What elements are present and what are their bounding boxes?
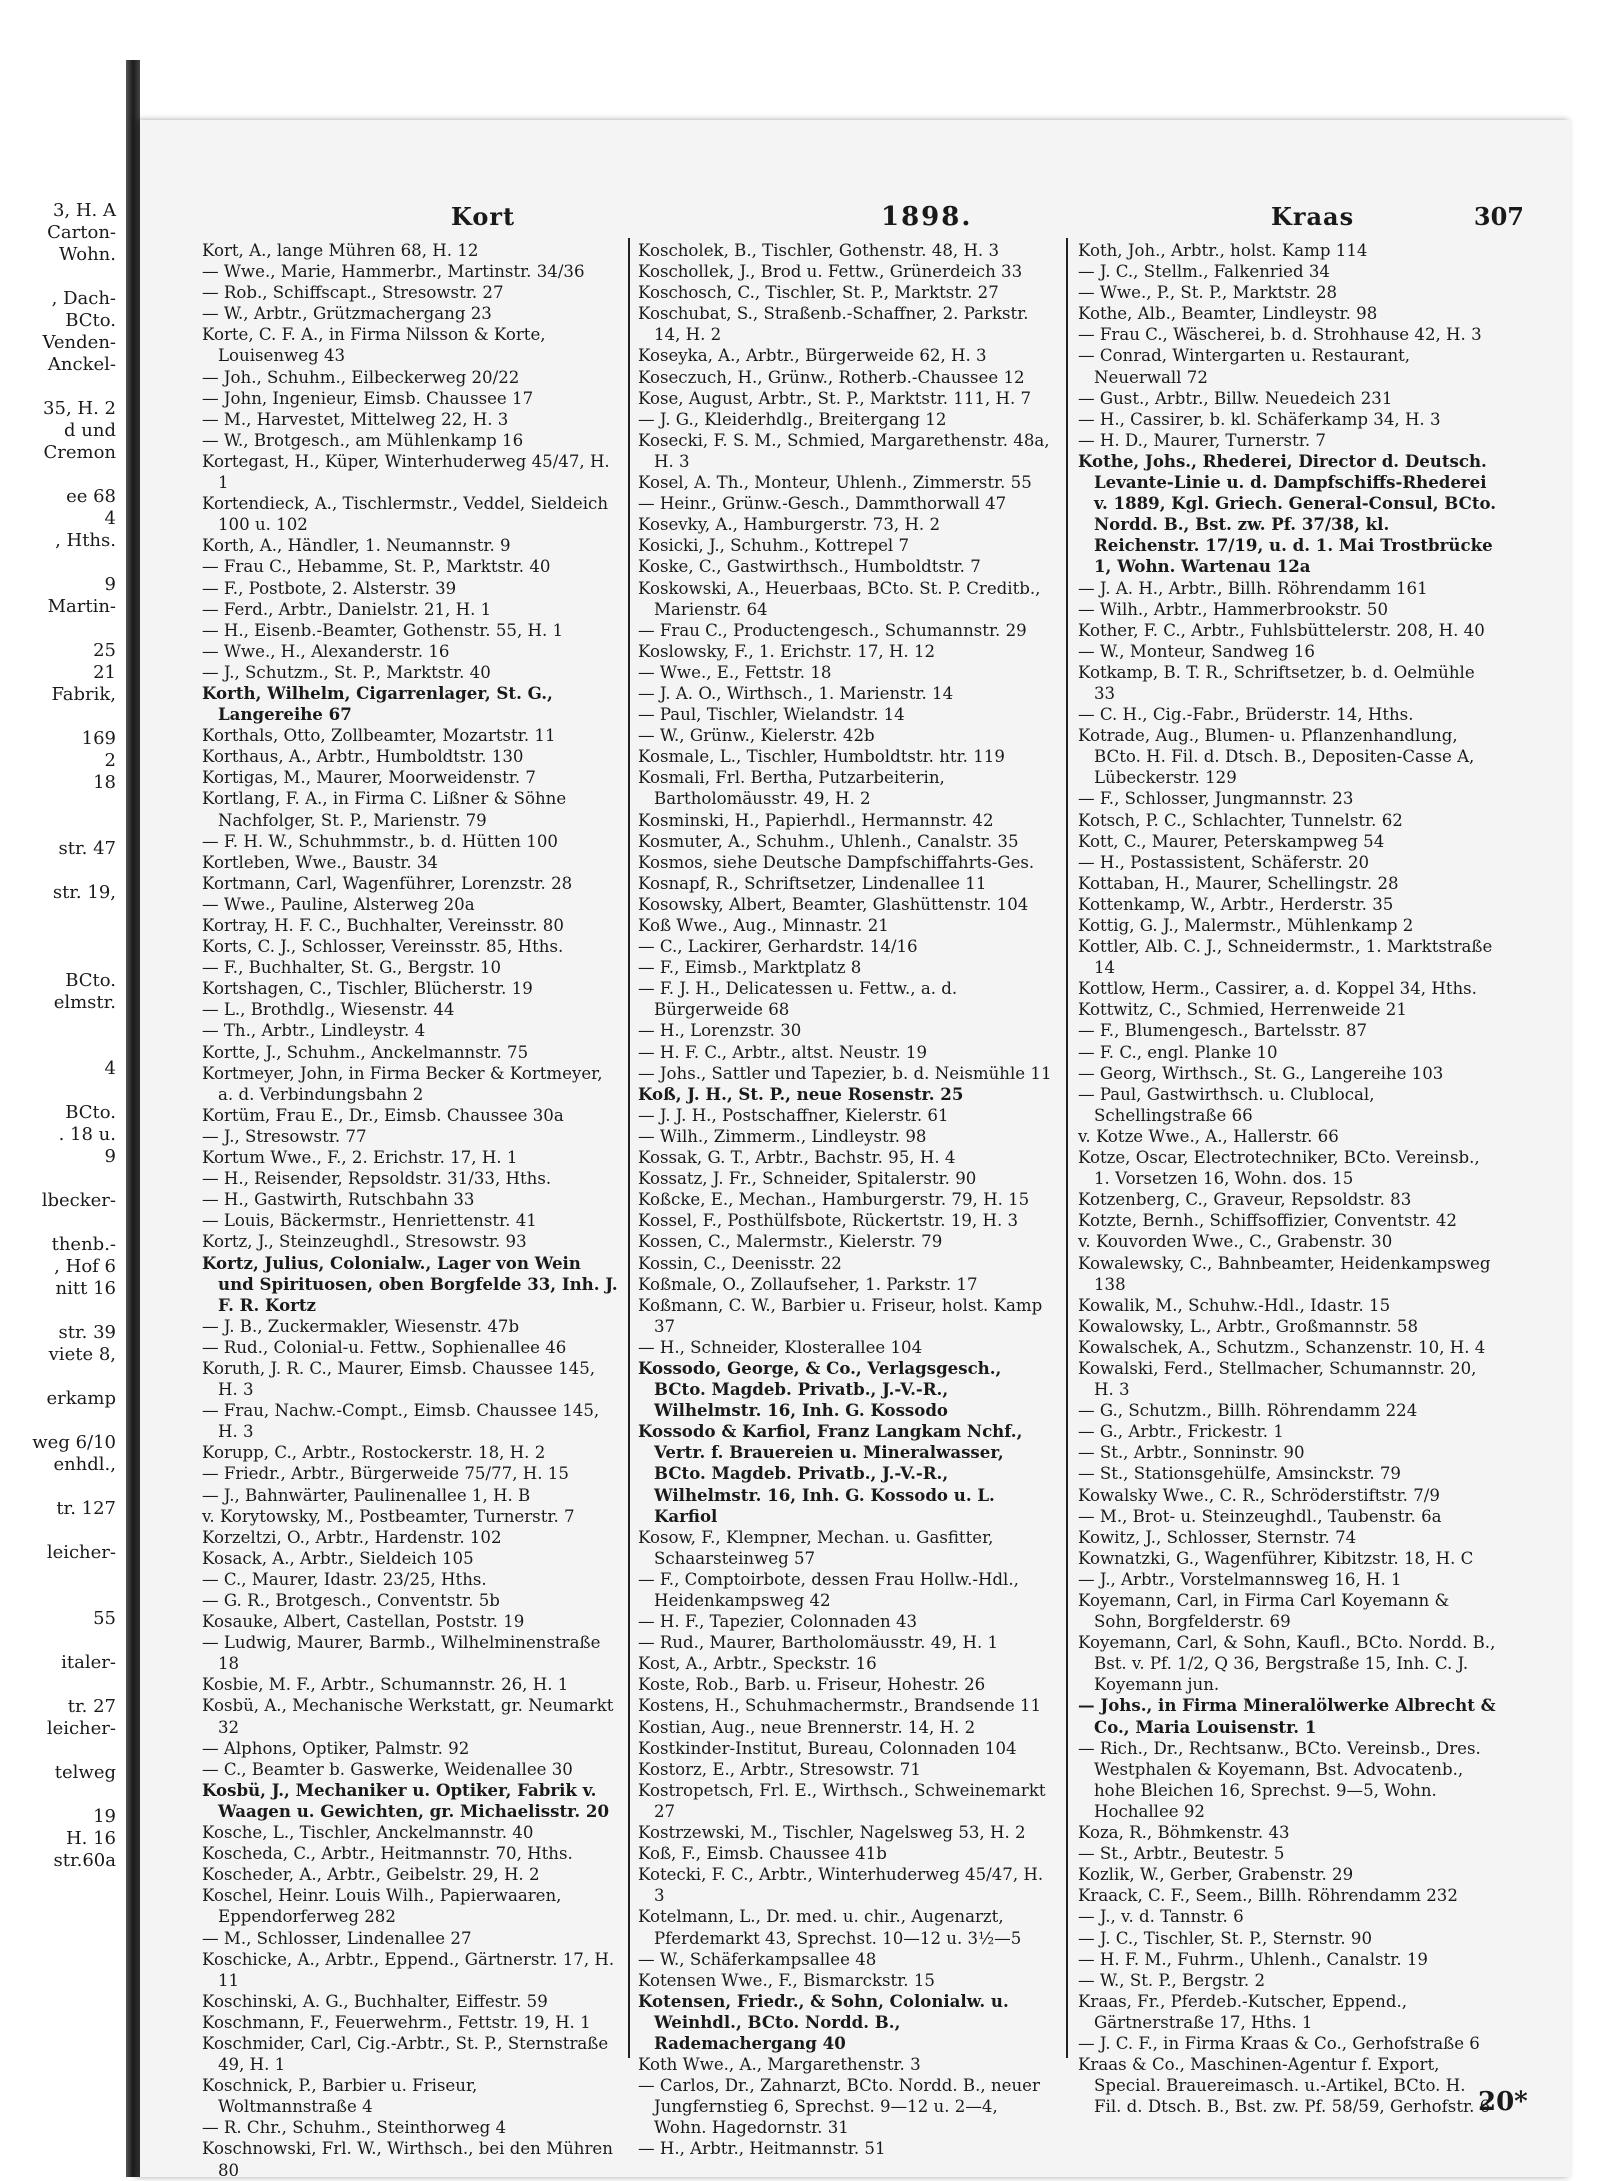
column-rule <box>628 238 630 2058</box>
directory-entry: Koschmider, Carl, Cig.-Arbtr., St. P., Sternstraße 49, H. 1 <box>202 2033 609 2075</box>
previous-page-text-fragment: italer- <box>61 1652 116 1673</box>
directory-entry: Korupp, C., Arbtr., Rostockerstr. 18, H. 2 <box>202 1443 546 1463</box>
directory-entry: Koscheder, A., Arbtr., Geibelstr. 29, H. 2 <box>202 1865 540 1885</box>
directory-entry: — C. H., Cig.-Fabr., Brüderstr. 14, Hths. <box>1078 705 1414 725</box>
directory-entry: — M., Brot- u. Steinzeughdl., Taubenstr. 6a <box>1078 1506 1442 1526</box>
directory-entry: Kowalschek, A., Schutzm., Schanzenstr. 10, H. 4 <box>1078 1337 1486 1357</box>
column-1 <box>202 240 618 2180</box>
header-first-entry: Kort <box>451 202 516 231</box>
directory-entry: Kortmann, Carl, Wagenführer, Lorenzstr. 28 <box>202 873 573 893</box>
directory-entry: Kosmuter, A., Schuhm., Uhlenh., Canalstr. 35 <box>638 831 1019 851</box>
directory-entry: Kosack, A., Arbtr., Sieldeich 105 <box>202 1548 474 1568</box>
directory-entry: — W., St. P., Bergstr. 2 <box>1078 1970 1266 1990</box>
directory-entry: — H. F., Tapezier, Colonnaden 43 <box>638 1612 918 1632</box>
previous-page-text-fragment: 21 <box>93 662 116 683</box>
directory-entry: — W., Schäferkampsallee 48 <box>638 1949 877 1969</box>
directory-entry: Kothe, Alb., Beamter, Lindleystr. 98 <box>1078 304 1378 324</box>
directory-entry: Kosminski, H., Papierhdl., Hermannstr. 42 <box>638 810 994 830</box>
directory-entry: — Wilh., Zimmerm., Lindleystr. 98 <box>638 1126 927 1146</box>
previous-page-text-fragment: erkamp <box>46 1388 116 1409</box>
directory-entry: — J., v. d. Tannstr. 6 <box>1078 1907 1244 1927</box>
directory-entry: — M., Schlosser, Lindenallee 27 <box>202 1928 472 1948</box>
directory-entry: — St., Arbtr., Sonninstr. 90 <box>1078 1443 1305 1463</box>
previous-page-text-fragment: thenb.- <box>51 1234 116 1255</box>
directory-entry: Koßcke, E., Mechan., Hamburgerstr. 79, H. 15 <box>638 1190 1030 1210</box>
directory-entry: Kozlik, W., Gerber, Grabenstr. 29 <box>1078 1865 1354 1885</box>
directory-entry: — F. H. W., Schuhmmstr., b. d. Hütten 100 <box>202 831 558 851</box>
directory-entry: Kostens, H., Schuhmachermstr., Brandsende 11 <box>638 1696 1042 1716</box>
previous-page-text-fragment: Wohn. <box>58 244 116 265</box>
directory-entry: Kottwitz, C., Schmied, Herrenweide 21 <box>1078 1000 1407 1020</box>
directory-entry: — W., Arbtr., Grützmachergang 23 <box>202 304 492 324</box>
directory-entry: — Friedr., Arbtr., Bürgerweide 75/77, H. 15 <box>202 1464 569 1484</box>
directory-entry: Kott, C., Maurer, Peterskampweg 54 <box>1078 831 1385 851</box>
previous-page-text-fragment: tr. 127 <box>56 1498 116 1519</box>
directory-entry: — R. Chr., Schuhm., Steinthorweg 4 <box>202 2118 507 2138</box>
directory-entry: — J., Stresowstr. 77 <box>202 1126 367 1146</box>
directory-entry: — Paul, Gastwirthsch. u. Clublocal, Schellingstraße 66 <box>1078 1084 1375 1125</box>
directory-entry: Kowalsky Wwe., C. R., Schröderstiftstr. 7/9 <box>1078 1485 1440 1505</box>
directory-entry: Kowalowsky, L., Arbtr., Großmannstr. 58 <box>1078 1316 1419 1336</box>
directory-entry: — Wwe., Marie, Hammerbr., Martinstr. 34/36 <box>202 262 585 282</box>
directory-entry: — F., Blumengesch., Bartelsstr. 87 <box>1078 1021 1368 1041</box>
previous-page-text-fragment: 9 <box>104 1146 116 1167</box>
column-2 <box>638 240 1054 2159</box>
previous-page-text-fragment: H. 16 <box>65 1828 116 1849</box>
previous-page-text-fragment: Venden- <box>42 332 116 353</box>
directory-entry: — H., Arbtr., Heitmannstr. 51 <box>638 2139 886 2159</box>
directory-entry: Koth, Joh., Arbtr., holst. Kamp 114 <box>1078 241 1368 260</box>
directory-entry: Kothe, Johs., Rhederei, Director d. Deutsch. Levante-Linie u. d. Dampfschiffs-Rhederei v. 1889, Kgl. Griech. General-Consul, BCto. Nordd. B., Bst. zw. Pf. 37/38, kl. Reichenstr. 17/19, u. d. 1. Mai Trostbrücke 1, Wohn. Wartenau 12a <box>1078 450 1497 577</box>
directory-entry: Kostrzewski, M., Tischler, Nagelsweg 53, H. 2 <box>638 1823 1026 1843</box>
directory-entry: — Gust., Arbtr., Billw. Neuedeich 231 <box>1078 388 1393 408</box>
previous-page-text-fragment: 55 <box>93 1608 116 1629</box>
directory-entry: Kotkamp, B. T. R., Schriftsetzer, b. d. Oelmühle 33 <box>1078 662 1475 703</box>
directory-entry: Kotrade, Aug., Blumen- u. Pflanzenhandlung, BCto. H. Fil. d. Dtsch. B., Depositen-Casse A, Lübeckerstr. 129 <box>1078 726 1475 788</box>
previous-page-text-fragment: Cremon <box>43 442 116 463</box>
directory-entry: Koschosch, C., Tischler, St. P., Marktstr. 27 <box>638 283 999 303</box>
directory-entry: — G. R., Brotgesch., Conventstr. 5b <box>202 1591 500 1610</box>
directory-entry: Koyemann, Carl, in Firma Carl Koyemann & Sohn, Borgfelderstr. 69 <box>1078 1591 1450 1632</box>
directory-entry: Kotecki, F. C., Arbtr., Winterhuderweg 45/47, H. 3 <box>638 1865 1044 1906</box>
directory-entry: Kosmali, Frl. Bertha, Putzarbeiterin, Bartholomäusstr. 49, H. 2 <box>638 768 945 809</box>
directory-entry: Kosbü, J., Mechaniker u. Optiker, Fabrik v. Waagen u. Gewichten, gr. Michaelisstr. 20 <box>202 1779 609 1821</box>
directory-entry: Kortegast, H., Küper, Winterhuderweg 45/47, H. 1 <box>202 451 610 493</box>
directory-entry: — Rich., Dr., Rechtsanw., BCto. Vereinsb., Dres. Westphalen & Koyemann, Bst. Advocatenb., hohe Bleichen 16, Sprechst. 9—5, Wohn. Hochallee 92 <box>1078 1738 1481 1821</box>
directory-entry: Koschicke, A., Arbtr., Eppend., Gärtnerstr. 17, H. 11 <box>202 1949 615 1990</box>
directory-entry: Kostropetsch, Frl. E., Wirthsch., Schweinemarkt 27 <box>638 1780 1046 1821</box>
directory-entry: Kortendieck, A., Tischlermstr., Veddel, Sieldeich 100 u. 102 <box>202 494 609 535</box>
directory-entry: Korzeltzi, O., Arbtr., Hardenstr. 102 <box>202 1527 502 1547</box>
directory-entry: — F. C., engl. Planke 10 <box>1078 1042 1278 1062</box>
directory-entry: Kotze, Oscar, Electrotechniker, BCto. Vereinsb., 1. Vorsetzen 16, Wohn. dos. 15 <box>1078 1148 1480 1189</box>
directory-entry: — F. J. H., Delicatessen u. Fettw., a. d. Bürgerweide 68 <box>638 979 958 1020</box>
previous-page-text-fragment: 4 <box>104 1058 116 1079</box>
directory-entry: Kortigas, M., Maurer, Moorweidenstr. 7 <box>202 768 536 788</box>
directory-entry: — H., Cassirer, b. kl. Schäferkamp 34, H. 3 <box>1078 409 1441 429</box>
directory-entry: Kownatzki, G., Wagenführer, Kibitzstr. 18, H. C <box>1078 1548 1474 1568</box>
directory-entry: — C., Maurer, Idastr. 23/25, Hths. <box>202 1569 487 1589</box>
directory-entry: Kotensen, Friedr., & Sohn, Colonialw. u. Weinhdl., BCto. Nordd. B., Rademachergang 40 <box>638 1990 1009 2053</box>
directory-entry: — G., Schutzm., Billh. Röhrendamm 224 <box>1078 1401 1418 1421</box>
directory-entry: Kotsch, P. C., Schlachter, Tunnelstr. 62 <box>1078 810 1403 830</box>
running-header <box>206 202 1524 242</box>
directory-entry: Kosmos, siehe Deutsche Dampfschiffahrts-Ges. <box>638 852 1035 872</box>
directory-entry: Kostkinder-Institut, Bureau, Colonnaden 104 <box>638 1738 1017 1758</box>
directory-entry: Kortshagen, C., Tischler, Blücherstr. 19 <box>202 979 533 999</box>
directory-entry: Koschmann, F., Feuerwehrm., Fettstr. 19, H. 1 <box>202 2012 591 2032</box>
directory-entry: — J. C., Tischler, St. P., Sternstr. 90 <box>1078 1928 1373 1948</box>
directory-entry: Kottenkamp, W., Arbtr., Herderstr. 35 <box>1078 894 1394 914</box>
directory-entry: — Frau C., Wäscherei, b. d. Strohhause 42, H. 3 <box>1078 325 1482 345</box>
directory-entry: Kosauke, Albert, Castellan, Poststr. 19 <box>202 1612 525 1632</box>
directory-entry: Kortum Wwe., F., 2. Erichstr. 17, H. 1 <box>202 1148 518 1168</box>
directory-entry: Korth, A., Händler, 1. Neumannstr. 9 <box>202 536 511 556</box>
directory-entry: Koßmale, O., Zollaufseher, 1. Parkstr. 17 <box>638 1274 978 1294</box>
directory-entry: Kossin, C., Deenisstr. 22 <box>638 1253 842 1273</box>
directory-entry: — J. G., Kleiderhdlg., Breitergang 12 <box>638 409 947 429</box>
previous-page-text-fragment: telweg <box>54 1762 116 1783</box>
signature-mark: 20* <box>1478 2087 1528 2117</box>
directory-entry: Kossodo & Karfiol, Franz Langkam Nchf., Vertr. f. Brauereien u. Mineralwasser, BCto. Magdeb. Privatb., J.-V.-R., Wilhelmstr. 16, Inh. G. Kossodo u. L. Karfiol <box>638 1421 1023 1526</box>
directory-entry: Koslowsky, F., 1. Erichstr. 17, H. 12 <box>638 641 936 661</box>
directory-entry: v. Kotze Wwe., A., Hallerstr. 66 <box>1078 1126 1339 1146</box>
directory-entry: — W., Brotgesch., am Mühlenkamp 16 <box>202 430 524 450</box>
previous-page-text-fragment: 35, H. 2 <box>43 398 116 419</box>
previous-page-text-fragment: 25 <box>93 640 116 661</box>
directory-entry: — Rob., Schiffscapt., Stresowstr. 27 <box>202 283 504 303</box>
directory-entry: Kowalski, Ferd., Stellmacher, Schumannstr. 20, H. 3 <box>1078 1358 1477 1400</box>
directory-entry: — St., Arbtr., Beutestr. 5 <box>1078 1844 1285 1864</box>
previous-page-text-fragment: Fabrik, <box>51 684 116 705</box>
directory-entry: — Wwe., E., Fettstr. 18 <box>638 662 832 682</box>
directory-entry: Kosnapf, R., Schriftsetzer, Lindenallee 11 <box>638 873 987 893</box>
directory-entry: Koske, C., Gastwirthsch., Humboldtstr. 7 <box>638 557 981 577</box>
directory-entry: Kosowsky, Albert, Beamter, Glashüttenstr. 104 <box>638 894 1029 914</box>
directory-entry: Koschnowski, Frl. W., Wirthsch., bei den Mühren 80 <box>202 2139 613 2180</box>
previous-page-text-fragment: 19 <box>93 1806 116 1827</box>
directory-entry: Kort, A., lange Mühren 68, H. 12 <box>202 241 479 260</box>
directory-entry: — H., Reisender, Repsoldstr. 31/33, Hths. <box>202 1169 552 1189</box>
directory-entry: Kortz, J., Steinzeughdl., Stresowstr. 93 <box>202 1232 527 1252</box>
directory-entry: — Rud., Colonial-u. Fettw., Sophienallee 46 <box>202 1337 567 1357</box>
directory-entry: — F., Schlosser, Jungmannstr. 23 <box>1078 789 1354 809</box>
directory-entry: Kother, F. C., Arbtr., Fuhlsbüttelerstr. 208, H. 40 <box>1078 620 1485 640</box>
directory-entry: Koschnick, P., Barbier u. Friseur, Woltmannstraße 4 <box>202 2076 478 2117</box>
directory-entry: Kortray, H. F. C., Buchhalter, Vereinsstr. 80 <box>202 916 564 935</box>
directory-entry: Koth Wwe., A., Margarethenstr. 3 <box>638 2055 921 2075</box>
previous-page-text-fragment: 169 <box>81 728 116 749</box>
directory-entry: Kosmale, L., Tischler, Humboldtstr. htr. 119 <box>638 747 1005 767</box>
previous-page-text-fragment: 4 <box>104 508 116 529</box>
directory-entry: — Wwe., H., Alexanderstr. 16 <box>202 641 450 661</box>
previous-page-fragments <box>0 200 126 2177</box>
previous-page-text-fragment: str. 19, <box>52 882 116 903</box>
directory-entry: Kosbie, M. F., Arbtr., Schumannstr. 26, H. 1 <box>202 1675 569 1695</box>
directory-entry: Kosevky, A., Hamburgerstr. 73, H. 2 <box>638 515 941 535</box>
directory-entry: Kortte, J., Schuhm., Anckelmannstr. 75 <box>202 1042 529 1062</box>
previous-page-text-fragment: tr. 27 <box>67 1696 116 1717</box>
page-number: 307 <box>1473 202 1524 231</box>
previous-page-text-fragment: elmstr. <box>53 992 116 1013</box>
directory-entry: Kottig, G. J., Malermstr., Mühlenkamp 2 <box>1078 916 1414 935</box>
directory-entry: Kossodo, George, & Co., Verlagsgesch., BCto. Magdeb. Privatb., J.-V.-R., Wilhelmstr. 16, Inh. G. Kossodo <box>638 1357 1002 1421</box>
directory-entry: — Joh., Schuhm., Eilbeckerweg 20/22 <box>202 367 520 387</box>
directory-entry: — J. A. O., Wirthsch., 1. Marienstr. 14 <box>638 683 954 703</box>
directory-entry: Kostorz, E., Arbtr., Stresowstr. 71 <box>638 1759 921 1779</box>
directory-entry: Kortüm, Frau E., Dr., Eimsb. Chaussee 30a <box>202 1105 564 1125</box>
previous-page-text-fragment: weg 6/10 <box>32 1432 116 1453</box>
directory-entry: Koschollek, J., Brod u. Fettw., Grünerdeich 33 <box>638 262 1023 282</box>
directory-entry: — Wilh., Arbtr., Hammerbrookstr. 50 <box>1078 599 1389 619</box>
previous-page-text-fragment: nitt 16 <box>55 1278 116 1299</box>
directory-entry: Kosel, A. Th., Monteur, Uhlenh., Zimmerstr. 55 <box>638 473 1032 493</box>
directory-entry: — Johs., Sattler und Tapezier, b. d. Neismühle 11 <box>638 1063 1052 1083</box>
directory-entry: — Frau C., Hebamme, St. P., Marktstr. 40 <box>202 557 551 577</box>
directory-entry: — G., Arbtr., Frickestr. 1 <box>1078 1422 1284 1442</box>
directory-entry: — Ludwig, Maurer, Barmb., Wilhelminenstraße 18 <box>202 1633 601 1674</box>
previous-page-text-fragment: leicher- <box>46 1718 116 1739</box>
directory-entry: — Paul, Tischler, Wielandstr. 14 <box>638 705 905 725</box>
previous-page-edge <box>0 0 132 2177</box>
directory-entry: — W., Grünw., Kielerstr. 42b <box>638 726 875 746</box>
previous-page-text-fragment: 9 <box>104 574 116 595</box>
previous-page-text-fragment: BCto. <box>65 1102 116 1123</box>
directory-entry: Koß, F., Eimsb. Chaussee 41b <box>638 1844 887 1864</box>
previous-page-text-fragment: ee 68 <box>66 486 116 507</box>
directory-entry: — F., Buchhalter, St. G., Bergstr. 10 <box>202 958 502 978</box>
column-rule <box>1066 238 1068 2058</box>
previous-page-text-fragment: enhdl., <box>53 1454 116 1475</box>
directory-entry: Kraack, C. F., Seem., Billh. Röhrendamm 232 <box>1078 1886 1458 1906</box>
header-last-entry: Kraas <box>1271 202 1355 231</box>
directory-entry: Kostian, Aug., neue Brennerstr. 14, H. 2 <box>638 1717 976 1737</box>
previous-page-text-fragment: viete 8, <box>48 1344 116 1365</box>
directory-entry: Korts, C. J., Schlosser, Vereinsstr. 85, Hths. <box>202 937 564 957</box>
directory-entry: Kraas, Fr., Pferdeb.-Kutscher, Eppend., Gärtnerstraße 17, Hths. 1 <box>1078 1991 1408 2032</box>
previous-page-text-fragment: str. 39 <box>58 1322 116 1343</box>
directory-entry: — C., Lackirer, Gerhardstr. 14/16 <box>638 937 918 957</box>
directory-entry: — J. J. H., Postschaffner, Kielerstr. 61 <box>638 1105 949 1125</box>
directory-entry: — Th., Arbtr., Lindleystr. 4 <box>202 1021 426 1041</box>
directory-entry: — F., Comptoirbote, dessen Frau Hollw.-Hdl., Heidenkampsweg 42 <box>638 1569 1019 1610</box>
directory-entry: — M., Harvestet, Mittelweg 22, H. 3 <box>202 409 509 429</box>
previous-page-text-fragment: , Dach- <box>51 288 116 309</box>
directory-entry: — Wwe., Pauline, Alsterweg 20a <box>202 894 475 914</box>
directory-entry: Kost, A., Arbtr., Speckstr. 16 <box>638 1654 877 1674</box>
directory-entry: Kosicki, J., Schuhm., Kottrepel 7 <box>638 536 910 556</box>
book-gutter <box>126 60 140 2177</box>
directory-entry: — W., Monteur, Sandweg 16 <box>1078 641 1315 661</box>
directory-entry: Koruth, J. R. C., Maurer, Eimsb. Chaussee 145, H. 3 <box>202 1358 596 1400</box>
directory-entry: — Carlos, Dr., Zahnarzt, BCto. Nordd. B., neuer Jungfernstieg 6, Sprechst. 9—12 u. 2—4, Wohn. Hagedornstr. 31 <box>638 2076 1040 2138</box>
directory-entry: Kotelmann, L., Dr. med. u. chir., Augenarzt, Pferdemarkt 43, Sprechst. 10—12 u. 3½—5 <box>638 1907 1022 1948</box>
previous-page-text-fragment: BCto. <box>65 310 116 331</box>
previous-page-text-fragment: 2 <box>104 750 116 771</box>
directory-entry: Kortlang, F. A., in Firma C. Lißner & Söhne Nachfolger, St. P., Marienstr. 79 <box>202 789 567 830</box>
directory-entry: v. Kouvorden Wwe., C., Grabenstr. 30 <box>1078 1232 1393 1252</box>
directory-entry: Kortz, Julius, Colonialw., Lager von Wein und Spirituosen, oben Borgfelde 33, Inh. J. F. R. Kortz <box>202 1252 618 1315</box>
directory-entry: Kosow, F., Klempner, Mechan. u. Gasfitter, Schaarsteinweg 57 <box>638 1527 994 1568</box>
directory-entry: — H., Postassistent, Schäferstr. 20 <box>1078 852 1370 872</box>
directory-entry: Kossatz, J. Fr., Schneider, Spitalerstr. 90 <box>638 1169 977 1189</box>
directory-entry: Kraas & Co., Maschinen-Agentur f. Export, Special. Brauereimasch. u.-Artikel, BCto. H. Fil. d. Dtsch. B., Bst. zw. Pf. 58/59, Gerhofstr. 6 <box>1078 2055 1491 2117</box>
previous-page-text-fragment: Carton- <box>47 222 116 243</box>
previous-page-text-fragment: 3, H. A <box>52 200 116 221</box>
directory-entry: v. Korytowsky, M., Postbeamter, Turnerstr. 7 <box>202 1506 575 1526</box>
column-3 <box>1078 240 1498 2120</box>
previous-page-text-fragment: 18 <box>93 772 116 793</box>
previous-page-text-fragment: str. 47 <box>58 838 116 859</box>
directory-entry: — J. C., Stellm., Falkenried 34 <box>1078 262 1330 282</box>
directory-entry: — Ferd., Arbtr., Danielstr. 21, H. 1 <box>202 599 492 619</box>
directory-entry: — F., Postbote, 2. Alsterstr. 39 <box>202 578 457 598</box>
directory-entry: — Rud., Maurer, Bartholomäusstr. 49, H. 1 <box>638 1633 999 1653</box>
directory-entry: Kowalewsky, C., Bahnbeamter, Heidenkampsweg 138 <box>1078 1253 1491 1294</box>
directory-entry: Kossel, F., Posthülfsbote, Rückertstr. 19, H. 3 <box>638 1211 1019 1231</box>
previous-page-text-fragment: d und <box>64 420 116 441</box>
directory-entry: — H. D., Maurer, Turnerstr. 7 <box>1078 430 1326 450</box>
directory-entry: — Conrad, Wintergarten u. Restaurant, Neuerwall 72 <box>1078 346 1411 387</box>
directory-entry: Koza, R., Böhmkenstr. 43 <box>1078 1823 1290 1843</box>
directory-entry: Kosche, L., Tischler, Anckelmannstr. 40 <box>202 1823 534 1843</box>
directory-entry: — H., Eisenb.-Beamter, Gothenstr. 55, H. 1 <box>202 620 564 640</box>
directory-entry: Korth, Wilhelm, Cigarrenlager, St. G., Langereihe 67 <box>202 682 553 725</box>
directory-entry: — Frau, Nachw.-Compt., Eimsb. Chaussee 145, H. 3 <box>202 1401 600 1442</box>
directory-entry: Koskowski, A., Heuerbaas, BCto. St. P. Creditb., Marienstr. 64 <box>638 578 1041 619</box>
directory-entry: Koscholek, B., Tischler, Gothenstr. 48, H. 3 <box>638 241 1000 260</box>
directory-entry: Kottler, Alb. C. J., Schneidermstr., 1. Marktstraße 14 <box>1078 937 1493 978</box>
directory-entry: — John, Ingenieur, Eimsb. Chaussee 17 <box>202 388 534 408</box>
directory-entry: Kowitz, J., Schlosser, Sternstr. 74 <box>1078 1527 1357 1547</box>
directory-entry: — C., Beamter b. Gaswerke, Weidenallee 30 <box>202 1759 573 1779</box>
directory-entry: Korthals, Otto, Zollbeamter, Mozartstr. 11 <box>202 726 556 746</box>
directory-entry: Korthaus, A., Arbtr., Humboldtstr. 130 <box>202 747 524 767</box>
directory-entry: — H. F. C., Arbtr., altst. Neustr. 19 <box>638 1042 928 1062</box>
directory-entry: — Johs., in Firma Mineralölwerke Albrecht & Co., Maria Louisenstr. 1 <box>1078 1695 1496 1737</box>
directory-entry: Koyemann, Carl, & Sohn, Kaufl., BCto. Nordd. B., Bst. v. Pf. 1/2, Q 36, Bergstraße 15, Inh. C. J. Koyemann jun. <box>1078 1633 1496 1695</box>
directory-entry: Kotzenberg, C., Graveur, Repsoldstr. 83 <box>1078 1190 1412 1210</box>
previous-page-text-fragment: BCto. <box>65 970 116 991</box>
directory-entry: — H., Schneider, Klosterallee 104 <box>638 1337 923 1357</box>
previous-page-text-fragment: Anckel- <box>47 354 116 375</box>
previous-page-text-fragment: str.60a <box>53 1850 116 1871</box>
directory-entry: Koste, Rob., Barb. u. Friseur, Hohestr. 26 <box>638 1675 986 1695</box>
previous-page-text-fragment: . 18 u. <box>58 1124 116 1145</box>
directory-entry: Koß, J. H., St. P., neue Rosenstr. 25 <box>638 1083 964 1104</box>
directory-entry: Koß Wwe., Aug., Minnastr. 21 <box>638 916 889 935</box>
directory-entry: — Louis, Bäckermstr., Henriettenstr. 41 <box>202 1211 537 1231</box>
directory-entry: — Frau C., Productengesch., Schumannstr. 29 <box>638 620 1027 640</box>
directory-entry: Kose, August, Arbtr., St. P., Marktstr. 111, H. 7 <box>638 388 1032 408</box>
directory-entry: Kowalik, M., Schuhw.-Hdl., Idastr. 15 <box>1078 1295 1391 1315</box>
directory-entry: Koseczuch, H., Grünw., Rotherb.-Chaussee 12 <box>638 367 1025 387</box>
directory-entry: Kosecki, F. S. M., Schmied, Margarethenstr. 48a, H. 3 <box>638 430 1050 471</box>
directory-entry: — J., Bahnwärter, Paulinenallee 1, H. B <box>202 1485 531 1505</box>
directory-entry: Kottaban, H., Maurer, Schellingstr. 28 <box>1078 873 1399 893</box>
directory-entry: Kossen, C., Malermstr., Kielerstr. 79 <box>638 1232 943 1252</box>
directory-page <box>140 120 1572 2180</box>
directory-entry: — H. F. M., Fuhrm., Uhlenh., Canalstr. 19 <box>1078 1949 1428 1969</box>
directory-entry: Koseyka, A., Arbtr., Bürgerweide 62, H. 3 <box>638 346 987 366</box>
directory-entry: — J. A. H., Arbtr., Billh. Röhrendamm 161 <box>1078 578 1428 598</box>
directory-entry: Kortleben, Wwe., Baustr. 34 <box>202 852 438 872</box>
directory-entry: Koschubat, S., Straßenb.-Schaffner, 2. Parkstr. 14, H. 2 <box>638 304 1029 345</box>
previous-page-text-fragment: , Hths. <box>55 530 116 551</box>
directory-entry: — F., Eimsb., Marktplatz 8 <box>638 958 862 978</box>
directory-entry: Koscheda, C., Arbtr., Heitmannstr. 70, Hths. <box>202 1844 573 1864</box>
previous-page-text-fragment: lbecker- <box>41 1190 116 1211</box>
header-year: 1898. <box>881 202 973 232</box>
directory-entry: — J. C. F., in Firma Kraas & Co., Gerhofstraße 6 <box>1078 2033 1480 2053</box>
directory-entry: Koßmann, C. W., Barbier u. Friseur, holst. Kamp 37 <box>638 1295 1043 1336</box>
directory-entry: — H., Lorenzstr. 30 <box>638 1021 802 1041</box>
directory-entry: — L., Brothdlg., Wiesenstr. 44 <box>202 1000 455 1020</box>
directory-entry: Kossak, G. T., Arbtr., Bachstr. 95, H. 4 <box>638 1148 956 1168</box>
directory-entry: — H., Gastwirth, Rutschbahn 33 <box>202 1190 475 1210</box>
directory-entry: Kottlow, Herm., Cassirer, a. d. Koppel 34, Hths. <box>1078 979 1477 999</box>
directory-entry: Kotzte, Bernh., Schiffsoffizier, Conventstr. 42 <box>1078 1211 1457 1231</box>
directory-entry: — J. B., Zuckermakler, Wiesenstr. 47b <box>202 1316 520 1336</box>
directory-entry: Koschinski, A. G., Buchhalter, Eiffestr. 59 <box>202 1991 548 2011</box>
previous-page-text-fragment: , Hof 6 <box>54 1256 116 1277</box>
directory-entry: — Wwe., P., St. P., Marktstr. 28 <box>1078 283 1338 303</box>
directory-entry: Korte, C. F. A., in Firma Nilsson & Korte, Louisenweg 43 <box>202 325 546 366</box>
directory-entry: Koschel, Heinr. Louis Wilh., Papierwaaren, Eppendorferweg 282 <box>202 1886 562 1927</box>
directory-entry: — Georg, Wirthsch., St. G., Langereihe 103 <box>1078 1063 1444 1083</box>
directory-entry: — Heinr., Grünw.-Gesch., Dammthorwall 47 <box>638 494 1007 514</box>
previous-page-text-fragment: leicher- <box>46 1542 116 1563</box>
directory-entry: Kosbü, A., Mechanische Werkstatt, gr. Neumarkt 32 <box>202 1696 614 1737</box>
directory-entry: Kotensen Wwe., F., Bismarckstr. 15 <box>638 1970 935 1990</box>
directory-entry: Kortmeyer, John, in Firma Becker & Kortmeyer, a. d. Verbindungsbahn 2 <box>202 1063 603 1104</box>
previous-page-text-fragment: Martin- <box>47 596 116 617</box>
directory-entry: — J., Arbtr., Vorstelmannsweg 16, H. 1 <box>1078 1569 1402 1589</box>
directory-entry: — Alphons, Optiker, Palmstr. 92 <box>202 1738 470 1758</box>
directory-entry: — St., Stationsgehülfe, Amsinckstr. 79 <box>1078 1464 1401 1484</box>
directory-entry: — J., Schutzm., St. P., Marktstr. 40 <box>202 662 491 682</box>
